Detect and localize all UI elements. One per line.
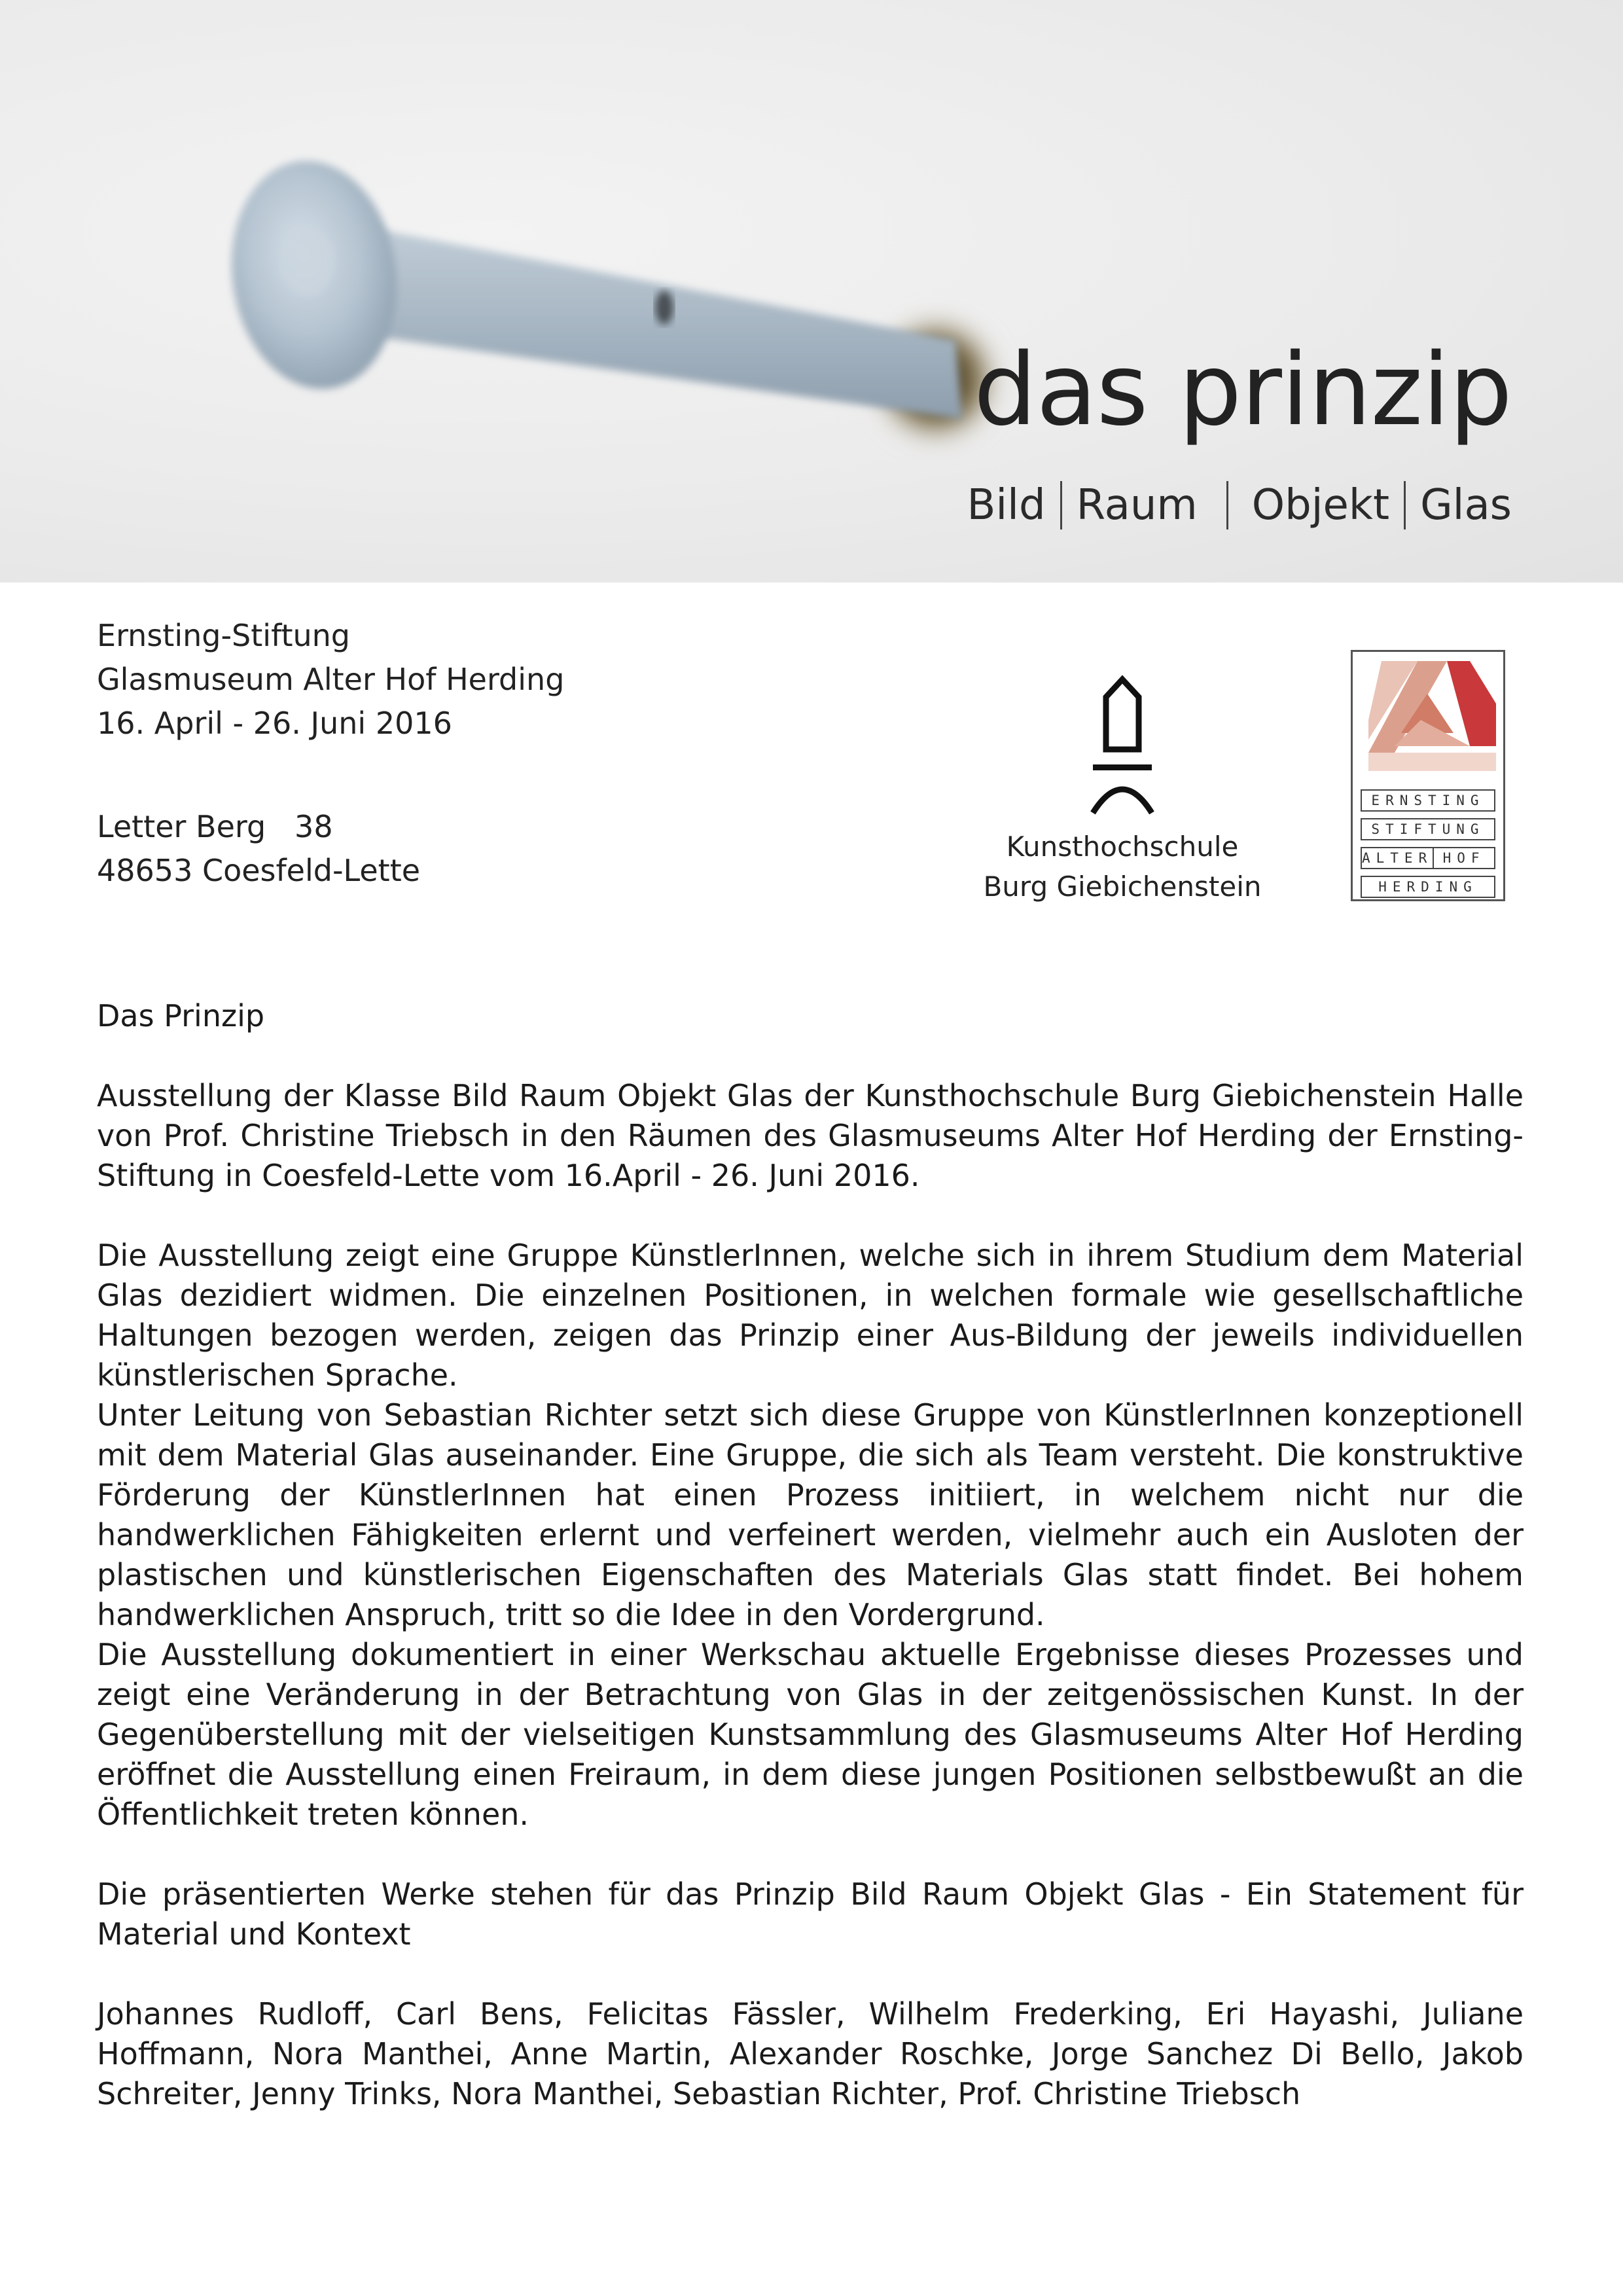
subtitle-word: Objekt <box>1251 481 1390 529</box>
ernsting-word: ERNSTING <box>1361 789 1495 812</box>
hero-photo <box>0 0 1623 583</box>
section-heading: Das Prinzip <box>97 998 265 1033</box>
subtitle-word: Glas <box>1420 481 1512 529</box>
ernsting-wordmark <box>1361 789 1495 905</box>
ernsting-triangle-icon <box>1355 655 1501 785</box>
burg-giebichenstein-logo <box>969 668 1276 906</box>
ernsting-stiftung-logo <box>1351 650 1505 901</box>
burg-logo-line1: Kunsthochschule <box>1006 831 1239 863</box>
subtitle-word: Bild <box>967 481 1046 529</box>
alter-word: ALTER <box>1362 850 1433 866</box>
alter-hof-word <box>1361 847 1495 869</box>
venue-foundation: Ernsting-Stiftung <box>97 618 351 653</box>
statement-paragraph: Die präsentierten Werke stehen für das Prinzip Bild Raum Objekt Glas - Ein Statement für Material und Kontext <box>97 1876 1524 1952</box>
venue-block <box>97 614 564 745</box>
paragraph: Unter Leitung von Sebastian Richter setzt sich diese Gruppe von KünstlerInnen konzeptionell mit dem Material Glas auseinander. Eine Gruppe, die sich als Team versteht. Die konstruktive Förderung der KünstlerInnen hat einen Prozess initiiert, in welchem nicht nur die handwerklichen Fähigkeiten erlernt und verfeinert werden, vielmehr auch ein Ausloten der plastischen und künstlerischen Eigenschaften des Materials Glas statt findet. Bei hohem handwerklichen Anspruch, tritt so die Idee in den Vordergrund. <box>97 1397 1524 1632</box>
exhibition-subtitle <box>967 481 1512 529</box>
venue-museum: Glasmuseum Alter Hof Herding <box>97 662 565 697</box>
paragraph: Die Ausstellung dokumentiert in einer Werkschau aktuelle Ergebnisse dieses Prozesses und zeigt eine Veränderung in der Betrachtung von Glas in der zeitgenössischen Kunst. In der Gegenüberstellung mit der vielseitigen Kunstsammlung des Glasmuseums Alter Hof Herding eröffnet die Ausstellung einen Freiraum, in dem diese jungen Positionen selbstbewußt an die Öffentlichkeit treten können. <box>97 1637 1524 1832</box>
address-block <box>97 805 420 893</box>
stiftung-word: STIFTUNG <box>1361 818 1495 840</box>
intro-paragraph: Ausstellung der Klasse Bild Raum Objekt Glas der Kunsthochschule Burg Giebichenstein Halle von Prof. Christine Triebsch in den Räumen des Glasmuseums Alter Hof Herding der Ernsting-Stiftung in Coesfeld-Lette vom 16.April - 26. Juni 2016. <box>97 1078 1524 1193</box>
herding-word: HERDING <box>1361 876 1495 898</box>
venue-dates: 16. April - 26. Juni 2016 <box>97 706 452 741</box>
artists-list: Johannes Rudloff, Carl Bens, Felicitas Fässler, Wilhelm Frederking, Eri Hayashi, Juliane Hoffmann, Nora Manthei, Anne Martin, Alexander Roschke, Jorge Sanchez Di Bello, Jakob Schreiter, Jenny Trinks, Nora Manthei, Sebastian Richter, Prof. Christine Triebsch <box>97 1996 1524 2111</box>
hof-word: HOF <box>1433 848 1494 868</box>
press-text <box>97 996 1524 2114</box>
subtitle-word: Raum <box>1076 481 1198 529</box>
burg-tower-icon <box>1086 668 1158 815</box>
paragraph: Die Ausstellung zeigt eine Gruppe KünstlerInnen, welche sich in ihrem Studium dem Material Glas dezidiert widmen. Die einzelnen Positionen, in welchen formale wie gesellschaftliche Haltungen bezogen werden, zeigen das Prinzip einer Aus-Bildung der jeweils individuellen künstlerischen Sprache. <box>97 1238 1524 1393</box>
exhibition-title: das prinzip <box>973 332 1512 448</box>
address-street: Letter Berg 38 <box>97 809 333 844</box>
subtitle-divider <box>1404 481 1406 529</box>
subtitle-divider <box>1060 481 1062 529</box>
burg-logo-line2: Burg Giebichenstein <box>983 870 1262 903</box>
address-city: 48653 Coesfeld-Lette <box>97 853 421 888</box>
subtitle-divider <box>1226 481 1228 529</box>
burg-logo-text <box>969 827 1276 906</box>
